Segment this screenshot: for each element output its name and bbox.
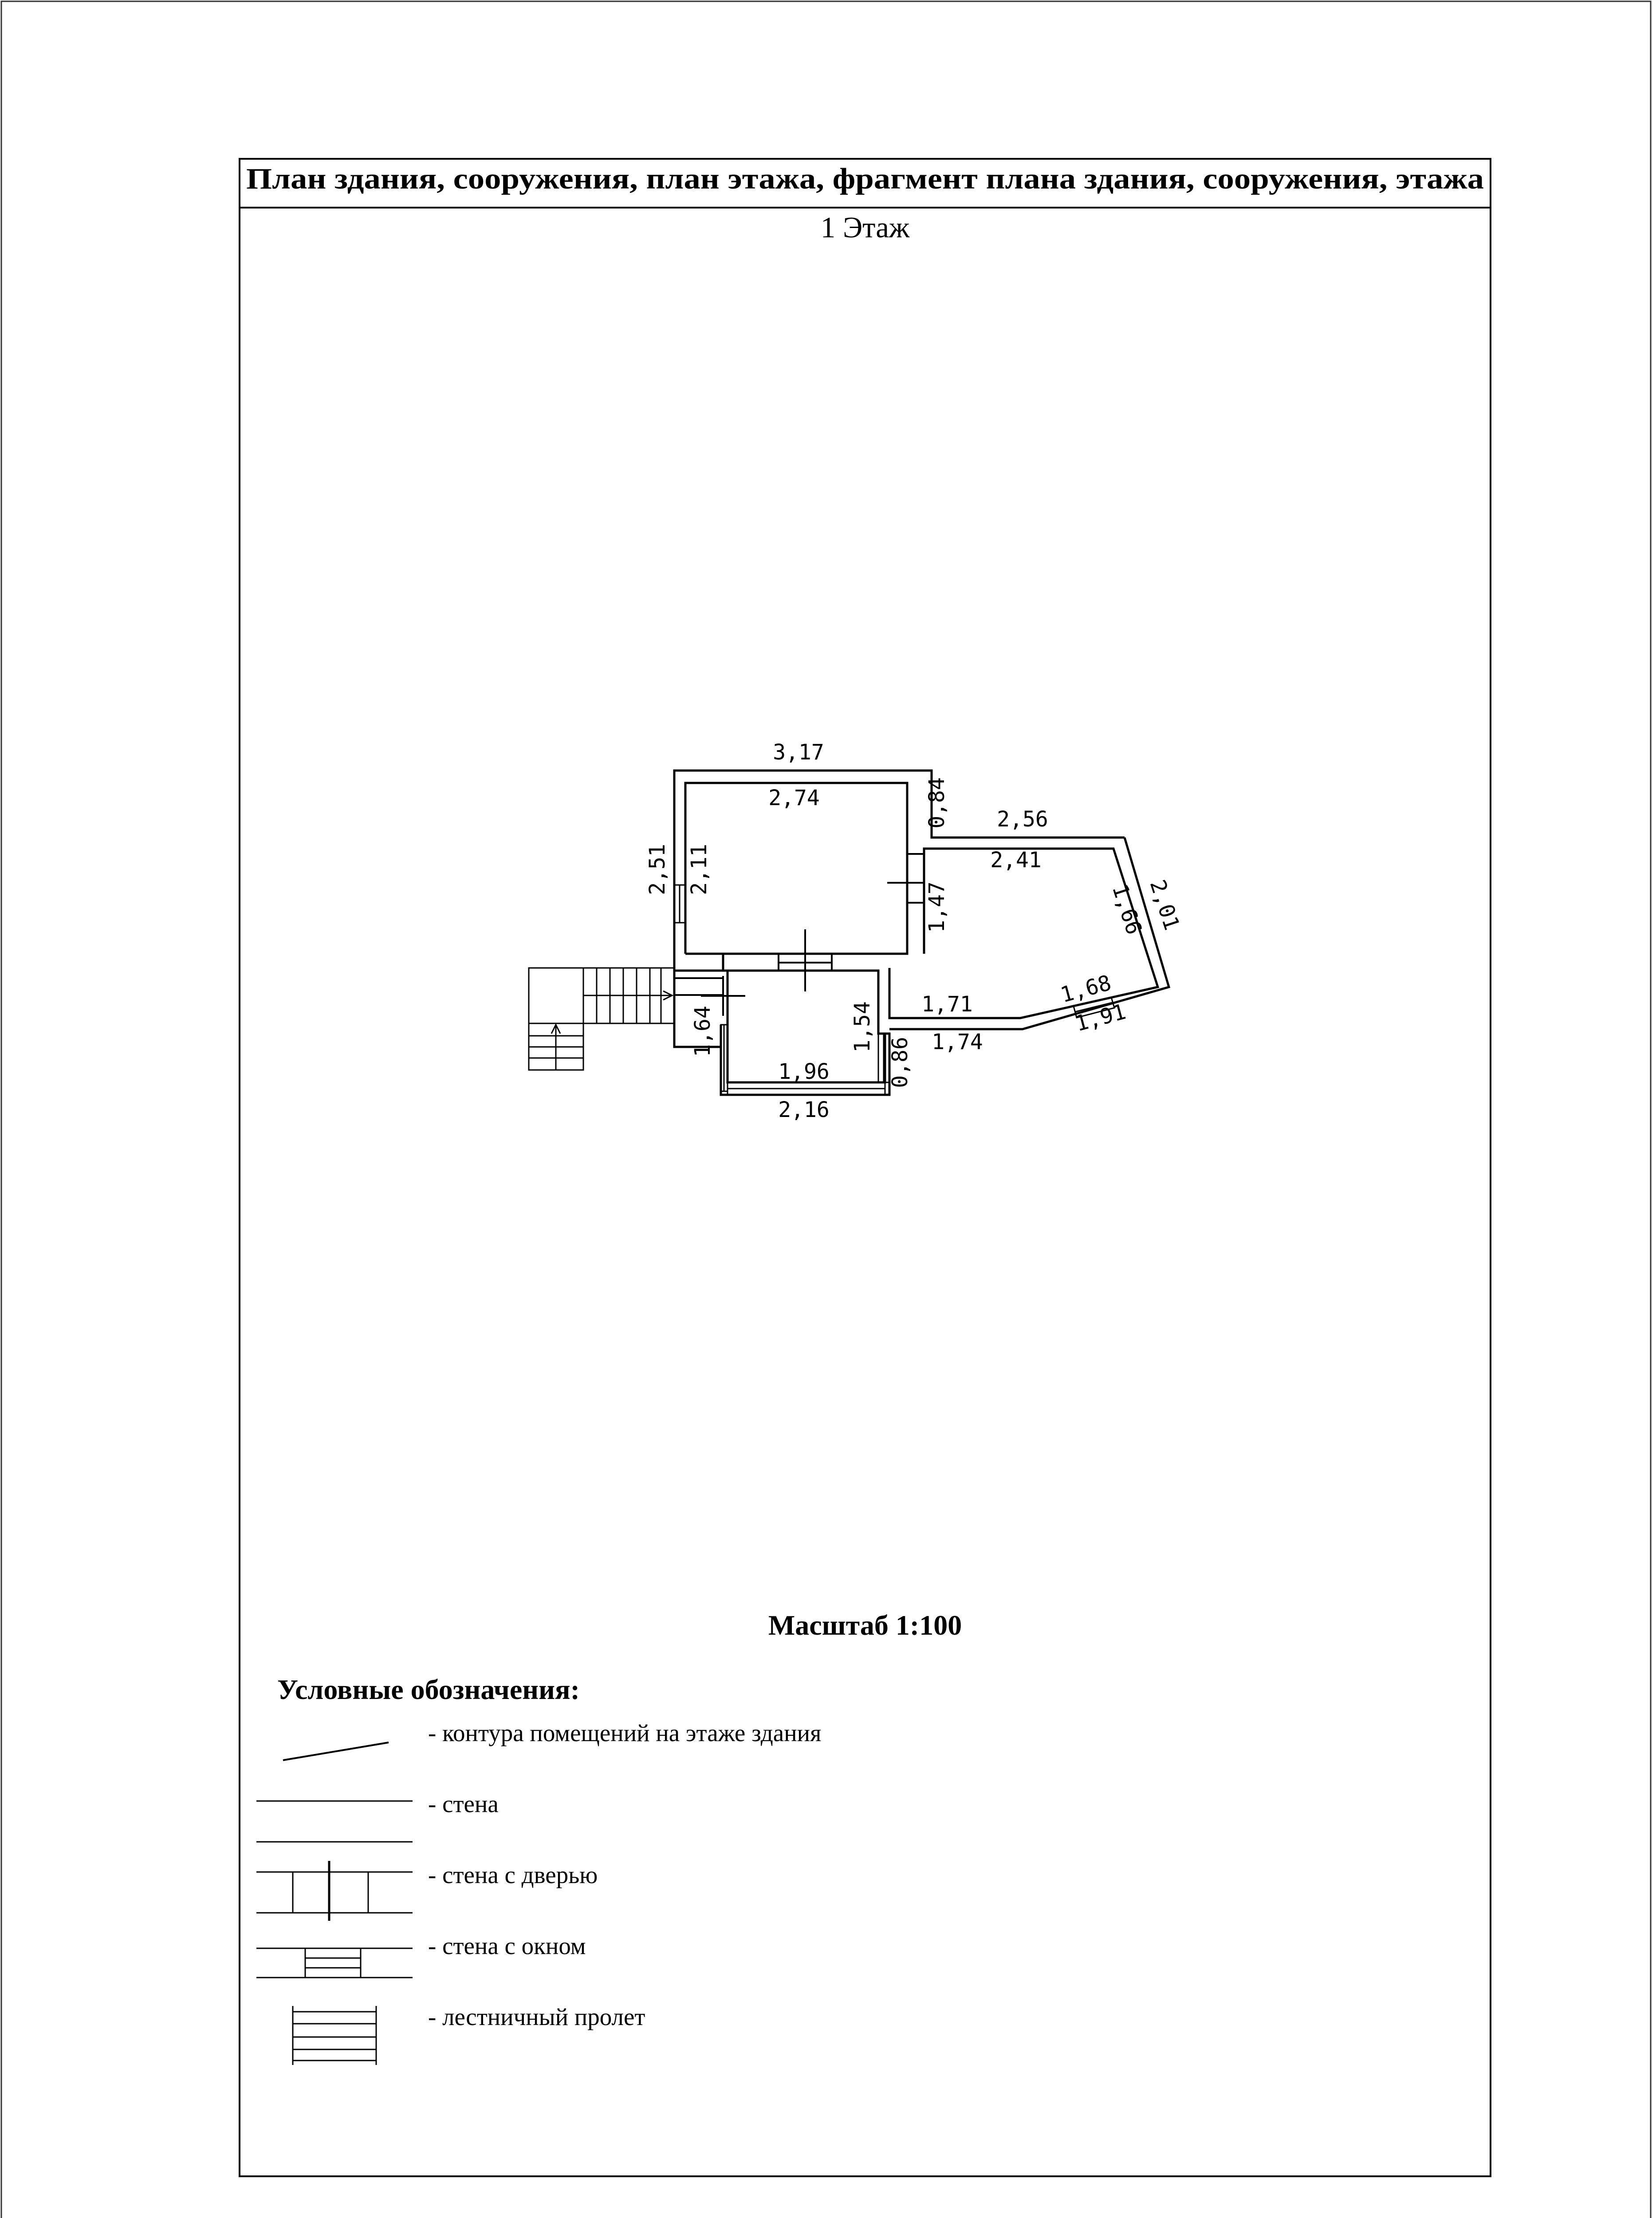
legend-item-window: - стена с окном [428, 1932, 586, 1959]
page-title: План здания, сооружения, план этажа, фрагмент плана здания, сооружения, этажа [246, 162, 1484, 195]
dim-room1-right-step: 0,84 [924, 777, 949, 829]
dim-room3-bottom-inner: 1,96 [778, 1059, 830, 1084]
room1-outer-wall [674, 771, 1125, 971]
stair-flight [529, 968, 674, 1070]
legend-stair-symbol [293, 2006, 376, 2065]
dim-room2-bottom-outer: 1,74 [932, 1030, 983, 1054]
dimension-labels [645, 740, 1184, 1122]
dim-room2-slant-outer: 2,01 [1145, 877, 1184, 933]
legend-window-symbol [256, 1948, 413, 1978]
stair-landing [529, 968, 583, 1023]
legend-item-wall: - стена [428, 1790, 499, 1817]
dim-room2-top-outer: 2,56 [997, 807, 1048, 832]
dim-room2-top-inner: 2,41 [990, 848, 1042, 873]
legend-item-contour: - контура помещений на этаже здания [428, 1719, 822, 1746]
door-room1-room2 [907, 854, 924, 903]
dim-room2-bottom-inner: 1,71 [921, 992, 973, 1017]
door-entry [674, 978, 723, 995]
plan-frame [240, 159, 1491, 2176]
legend-door-symbol [256, 1861, 413, 1921]
dim-room1-left-outer: 2,51 [645, 844, 670, 895]
dim-room2-window-outer: 1,91 [1072, 999, 1129, 1037]
floor-plan-drawing [674, 771, 1169, 1095]
legend-heading: Условные обозначения: [277, 1674, 580, 1705]
dim-top-outer: 3,17 [773, 740, 824, 765]
doors [674, 854, 925, 1016]
dim-room2-window-inner: 1,68 [1058, 970, 1114, 1008]
dim-room1-left-inner: 2,11 [687, 844, 712, 895]
dim-room2-slant-inner: 1,66 [1107, 881, 1147, 938]
legend-wall-symbol [256, 1801, 413, 1842]
legend-item-stair: - лестничный пролет [428, 2003, 645, 2030]
dim-room3-right-step: 0,86 [888, 1037, 913, 1088]
dim-room3-left: 1,64 [690, 1006, 715, 1057]
dim-room3-bottom-outer: 2,16 [778, 1097, 830, 1122]
floor-label: 1 Этаж [820, 211, 910, 244]
dim-room1-right-inner: 1,47 [924, 881, 949, 933]
legend [256, 1674, 821, 2065]
dim-top-inner: 2,74 [768, 786, 820, 810]
dim-room3-right: 1,54 [850, 1001, 875, 1053]
legend-item-door: - стена с дверью [428, 1861, 598, 1888]
scale-label: Масштаб 1:100 [768, 1609, 962, 1641]
legend-contour-symbol [283, 1742, 389, 1760]
